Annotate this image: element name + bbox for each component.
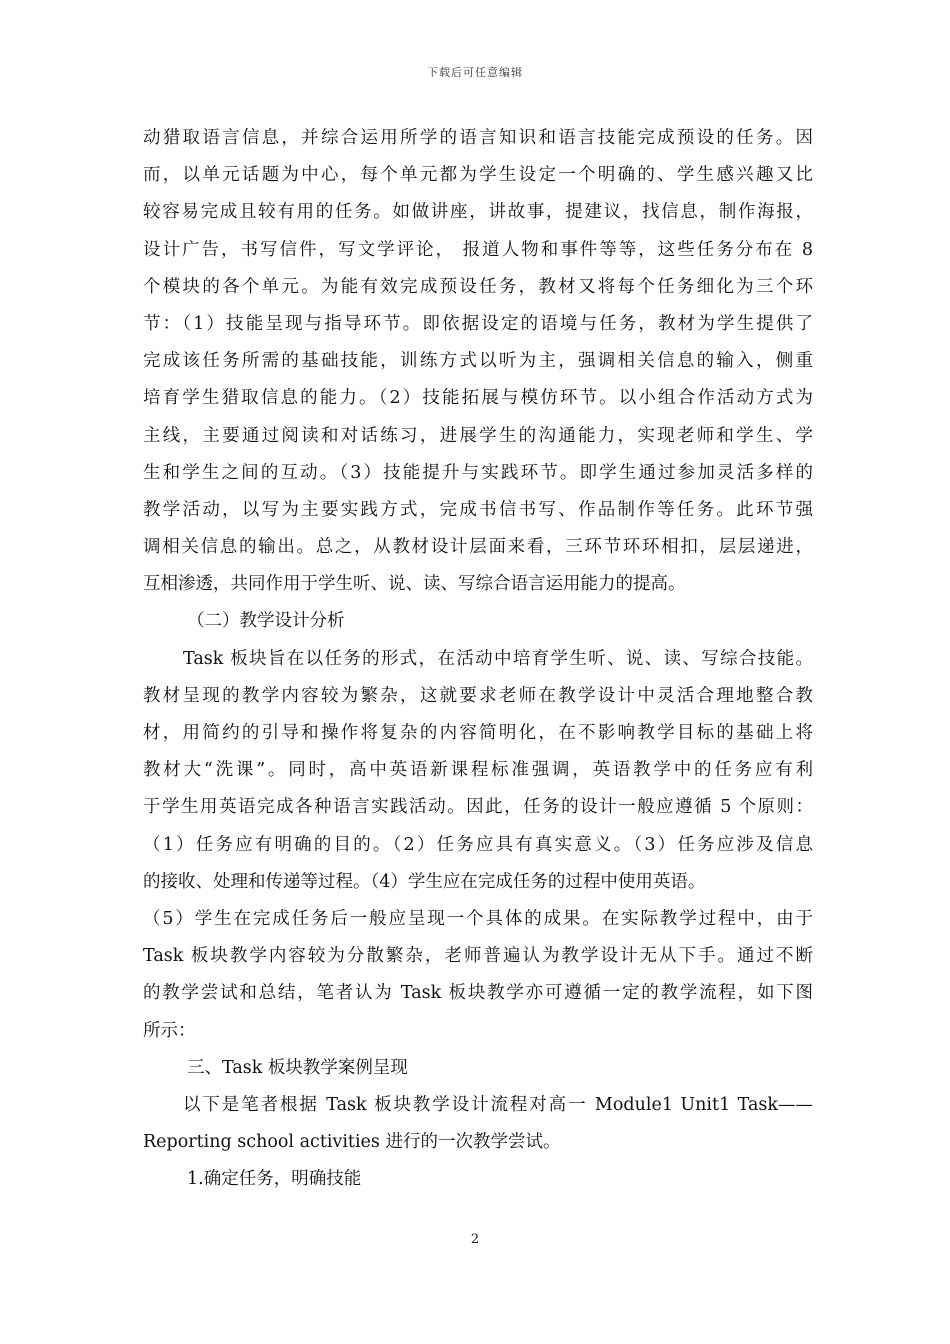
paragraph-line: 设计广告，书写信件，写文学评论， 报道人物和事件等等，这些任务分布在 8 (143, 239, 813, 260)
page-header: 下载后可任意编辑 (427, 66, 523, 79)
paragraph-line: 以下是笔者根据 Task 板块教学设计流程对高一 Module1 Unit1 Task—— (183, 1094, 813, 1115)
paragraph-line: 培育学生猎取信息的能力。（2）技能拓展与模仿环节。以小组合作活动方式为 (143, 388, 813, 409)
paragraph-line: 教材呈现的教学内容较为繁杂，这就要求老师在教学设计中灵活合理地整合教 (143, 685, 813, 706)
paragraph-line: 材，用简约的引导和操作将复杂的内容简明化，在不影响教学目标的基础上将 (143, 723, 813, 743)
paragraph-line: 个模块的各个单元。为能有效完成预设任务，教材又将每个任务细化为三个环 (143, 276, 813, 297)
section-heading: （二）教学设计分析 (187, 611, 345, 632)
paragraph-line: 的接收、处理和传递等过程。（4）学生应在完成任务的过程中使用英语。 (143, 871, 706, 892)
section-heading: 三、Task 板块教学案例呈现 (187, 1057, 408, 1078)
paragraph-line: 而，以单元话题为中心，每个单元都为学生设定一个明确的、学生感兴趣又比 (143, 165, 813, 186)
paragraph-line: 教材大“洗课”。同时，高中英语新课程标准强调，英语教学中的任务应有利 (143, 760, 813, 781)
paragraph-line: （1）任务应有明确的目的。（2）任务应具有真实意义。（3）任务应涉及信息 (143, 834, 813, 855)
paragraph-line: 所示： (143, 1020, 196, 1041)
paragraph-line: 互相渗透，共同作用于学生听、说、读、写综合语言运用能力的提高。 (143, 574, 686, 595)
paragraph-line: 完成该任务所需的基础技能，训练方式以听为主，强调相关信息的输入，侧重 (143, 351, 813, 372)
paragraph-line: 主线，主要通过阅读和对话练习，进展学生的沟通能力，实现老师和学生、学 (143, 425, 813, 446)
paragraph-line: 于学生用英语完成各种语言实践活动。因此，任务的设计一般应遵循 5 个原则： (143, 797, 813, 818)
subsection-heading: 1.确定任务，明确技能 (187, 1169, 362, 1190)
paragraph-line: 动猎取语言信息，并综合运用所学的语言知识和语言技能完成预设的任务。因 (143, 128, 813, 148)
page-number: 2 (470, 1232, 480, 1247)
paragraph-line: 生和学生之间的互动。（3）技能提升与实践环节。即学生通过参加灵活多样的 (143, 462, 813, 483)
paragraph-line: 调相关信息的输出。总之，从教材设计层面来看，三环节环环相扣，层层递进， (143, 537, 813, 558)
paragraph-line: Task 板块旨在以任务的形式，在活动中培育学生听、说、读、写综合技能。 (183, 648, 813, 669)
paragraph-line: 教学活动，以写为主要实践方式，完成书信书写、作品制作等任务。此环节强 (143, 499, 813, 520)
document-body (143, 120, 813, 1198)
paragraph-line: Reporting school activities 进行的一次教学尝试。 (143, 1132, 561, 1153)
paragraph-line: 较容易完成且较有用的任务。如做讲座，讲故事，提建议，找信息，制作海报， (143, 202, 813, 223)
paragraph-line: （5）学生在完成任务后一般应呈现一个具体的成果。在实际教学过程中，由于 (143, 908, 813, 929)
paragraph-line: 节：（1）技能呈现与指导环节。即依据设定的语境与任务，教材为学生提供了 (143, 313, 813, 334)
paragraph-line: 的教学尝试和总结，笔者认为 Task 板块教学亦可遵循一定的教学流程，如下图 (143, 983, 813, 1004)
paragraph-line: Task 板块教学内容较为分散繁杂，老师普遍认为教学设计无从下手。通过不断 (143, 946, 813, 967)
